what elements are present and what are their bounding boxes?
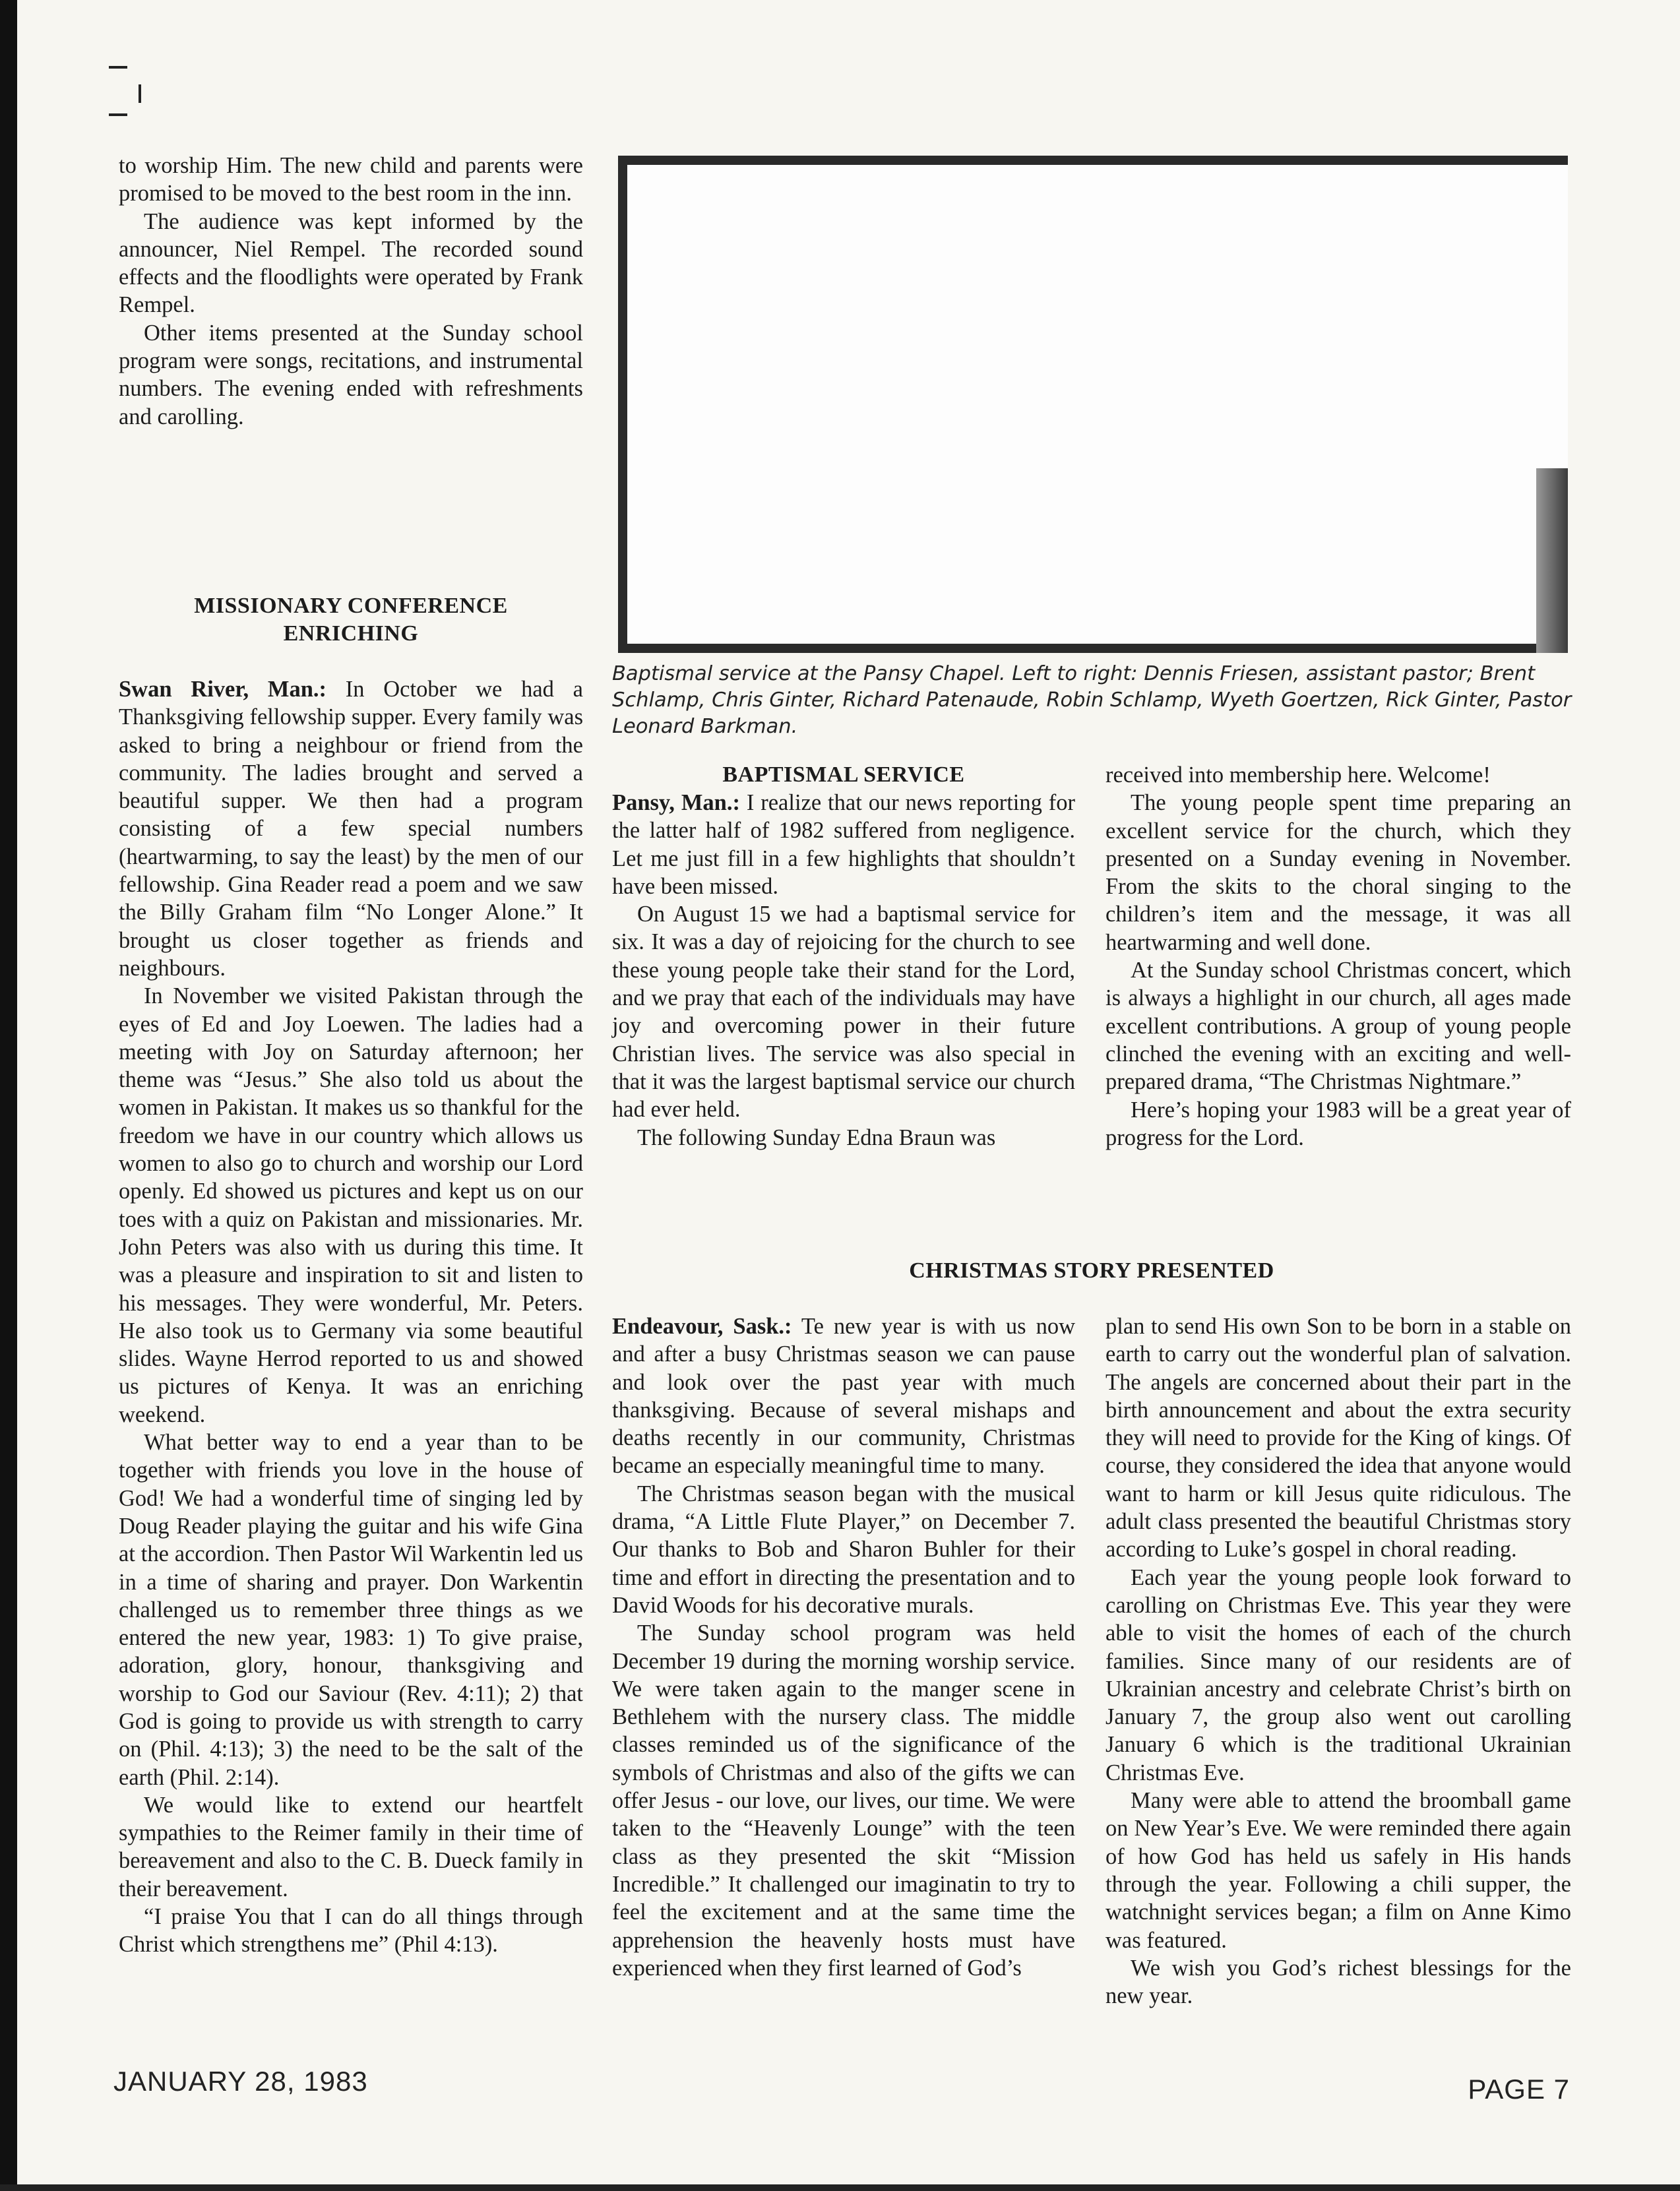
paragraph: In November we visited Pakistan through the eyes of Ed and Joy Loewen. The ladies had a meeting with Joy on Saturday afternoon; her theme was “Jesus.” She also told us about the women in Pakistan. It makes us so thankful for the freedom we have in our country which allows us women to also go to church and worship our Lord openly. Ed showed us pictures and kept us on our toes with a quiz on Pakistan and missionaries. Mr. John Peters was also with us during this time. It was a pleasure and inspiration to sit and listen to his messages. They were wonderful, Mr. Peters. He also took us to Germany via some beautiful slides. Wayne Herrod reported to us and showed us pictures of Kenya. It was an enriching weekend. [119, 983, 583, 1427]
paragraph: We would like to extend our heartfelt sympathies to the Reimer family in their time of bereavement and also to the C. B. Dueck family in their bereavement. [119, 1792, 583, 1901]
paragraph: We wish you God’s richest blessings for the new year. [1105, 1955, 1571, 2009]
column-1-top [119, 152, 583, 431]
paragraph: The Christmas season began with the musical drama, “A Little Flute Player,” on December 7. Our thanks to Bob and Sharon Buhler for their time and effort in directing the presentation and to David Woods for his decorative murals. [612, 1481, 1075, 1618]
paragraph-text: In October we had a Thanksgiving fellowship supper. Every family was asked to bring a neighbour or friend from the community. The ladies brought and served a beautiful supper. We then had a program consisting of a few special numbers (heartwarming, to say the least) by the men of our fellowship. Gina Reader read a poem and we saw the Billy Graham film “No Longer Alone.” It brought us closer together as friends and neighbours. [119, 677, 583, 981]
paragraph: The following Sunday Edna Braun was [637, 1125, 996, 1150]
paragraph: Other items presented at the Sunday school program were songs, recitations, and instrumental numbers. The evening ended with refreshments and carolling. [119, 320, 583, 429]
article-heading-baptismal: BAPTISMAL SERVICE [722, 762, 965, 787]
paragraph: At the Sunday school Christmas concert, which is always a highlight in our church, all ages made excellent contributions. A group of young people clinched the evening with an exciting and well-prepared drama, “The Christmas Nightmare.” [1105, 958, 1571, 1095]
column-3-christmas [1105, 1312, 1571, 2010]
page-edge-shadow [0, 0, 17, 2191]
paragraph: On August 15 we had a baptismal service for six. It was a day of rejoicing for the church to see these young people take their stand for the Lord, and we pray that each of the individuals may have joy and overcoming power in their future Christian lives. The service was also special in that it was the largest baptismal service our church had ever held. [612, 902, 1075, 1123]
paragraph: Many were able to attend the broomball game on New Year’s Eve. We were reminded there again of how God has held us safely in His hands through the year. Following a chili supper, the watchnight services began; a film on Anne Kimo was featured. [1105, 1788, 1571, 1953]
photo-caption: Baptismal service at the Pansy Chapel. Left to right: Dennis Friesen, assistant pastor; Brent Schlamp, Chris Ginter, Richard Patenaude, Robin Schlamp, Wyeth Goertzen, Rick Ginter, Pastor Leonard Barkman. [612, 662, 1572, 738]
crop-mark [109, 113, 127, 116]
paragraph: Here’s hoping your 1983 will be a great year of progress for the Lord. [1105, 1097, 1571, 1150]
crop-mark [139, 84, 141, 103]
column-1-missionary [119, 675, 583, 1959]
photo-edge [1536, 468, 1568, 653]
paragraph: “I praise You that I can do all things through Christ which strengthens me” (Phil 4:13). [119, 1904, 583, 1958]
baptismal-photo [618, 156, 1568, 653]
page-number: PAGE 7 [1468, 2074, 1570, 2105]
paragraph: What better way to end a year than to be together with friends you love in the house of God! We had a wonderful time of singing led by Doug Reader playing the guitar and his wife Gina at the accordion. Then Pastor Wil Warkentin led us in a time of sharing and prayer. Don Warkentin challenged us to remember three things as we entered the new year, 1983: 1) To give praise, adoration, glory, honour, thanksgiving and worship to God our Saviour (Rev. 4:11); 2) that God is going to provide us with strength to carry on (Phil. 4:13); 3) the need to be the salt of the earth (Phil. 2:14). [119, 1430, 583, 1790]
column-2-baptismal [612, 789, 1075, 1152]
page-bottom-shadow [0, 2184, 1680, 2191]
heading-line: MISSIONARY CONFERENCE [194, 594, 508, 618]
article-heading-missionary [119, 592, 583, 648]
dateline: Swan River, Man.: [119, 677, 327, 702]
paragraph: plan to send His own Son to be born in a stable on earth to carry out the wonderful plan of salvation. The angels are concerned about their part in the birth announcement and about the extra security they will need to provide for the King of kings. Of course, they considered the idea that anyone would want to harm or kill Jesus quite ridiculous. The adult class presented the beautiful Christmas story according to Luke’s gospel in choral reading. [1105, 1314, 1571, 1562]
crop-mark [109, 66, 127, 69]
footer-date: JANUARY 28, 1983 [113, 2066, 368, 2097]
column-3-baptismal [1105, 761, 1571, 1152]
article-heading-christmas: CHRISTMAS STORY PRESENTED [909, 1258, 1274, 1283]
paragraph: The Sunday school program was held December 19 during the morning worship service. We were taken again to the manger scene in Bethlehem with the nursery class. The middle classes reminded us of the significance of the symbols of Christmas and also of the gifts we can offer Jesus - our love, our lives, our time. We were taken to the “Heavenly Lounge” with the teen class as they presented the skit “Mission Incredible.” It challenged our imaginatin to try to feel the excitement and at the same time the apprehension the heavenly hosts must have experienced when they first learned of God’s [612, 1620, 1075, 1981]
dateline: Endeavour, Sask.: [612, 1314, 792, 1339]
paragraph: received into membership here. Welcome! [1105, 762, 1491, 787]
heading-line: ENRICHING [283, 621, 419, 646]
column-2-christmas [612, 1312, 1075, 1982]
paragraph: Each year the young people look forward to carolling on Christmas Eve. This year they were able to visit the homes of each of the church families. Since many of our residents are of Ukrainian ancestry and celebrate Christ’s birth on January 7, the group also went out carolling January 6 which is the traditional Ukrainian Christmas Eve. [1105, 1564, 1571, 1785]
paragraph [612, 1312, 1075, 1480]
dateline: Pansy, Man.: [612, 790, 740, 815]
paragraph: to worship Him. The new child and parents were promised to be moved to the best room in the inn. [119, 153, 583, 206]
paragraph-text: Te new year is with us now and after a busy Christmas season we can pause and look over the past year with much thanksgiving. Because of several mishaps and deaths recently in our community, Christmas became an especially meaningful time to many. [612, 1314, 1075, 1479]
paragraph [612, 789, 1075, 900]
paragraph [119, 675, 583, 982]
paragraph: The audience was kept informed by the announcer, Niel Rempel. The recorded sound effects and the floodlights were operated by Frank Rempel. [119, 208, 583, 318]
paragraph-text: I realize that our news reporting for the latter half of 1982 suffered from negligence. Let me just fill in a few highlights that shouldn’t have been missed. [612, 790, 1075, 899]
paragraph: The young people spent time preparing an excellent service for the church, which they presented on a Sunday evening in November. From the skits to the choral singing to the children’s item and the message, it was all heartwarming and well done. [1105, 790, 1571, 955]
